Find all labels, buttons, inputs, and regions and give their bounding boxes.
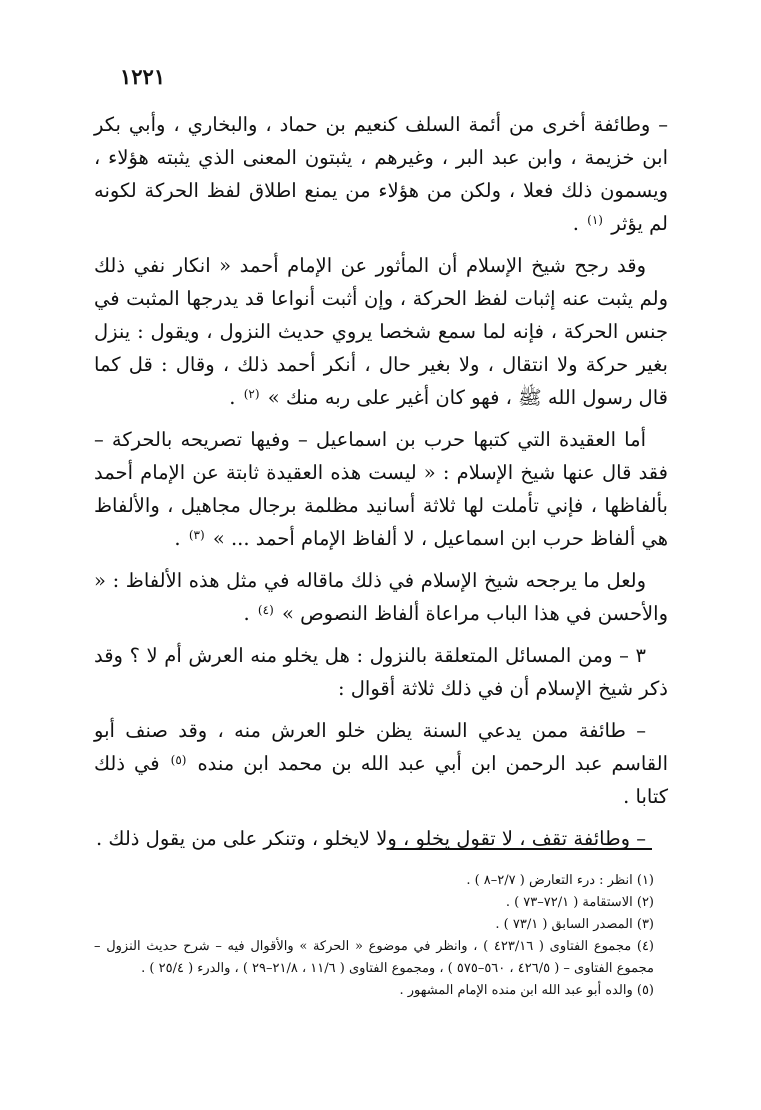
- paragraph-tail: .: [229, 386, 236, 409]
- footnote-3: (٣) المصدر السابق ( ٧٣/١ ) .: [495, 917, 654, 932]
- paragraph-5: [94, 639, 668, 705]
- paragraph-text: أما العقيدة التي كتبها حرب بن اسماعيل – وفيها تصريحه بالحركة – فقد قال عنها شيخ الإسلام : « ليست هذه العقيدة ثابتة عن الإمام أحمد بألفاظها ، فإني تأملت لها ثلاثة أسانيد مظلمة برجال مجاهيل ، والألفاظ هي ألفاظ حرب ابن اسماعيل ، لا ألفاظ الإمام أحمد ... »: [94, 428, 668, 550]
- paragraph-tail: .: [243, 602, 250, 625]
- footnote-2: (٢) الاستقامة ( ٧٢/١–٧٣ ) .: [505, 895, 654, 910]
- paragraph-7: [94, 822, 668, 855]
- paragraph-2: [94, 249, 668, 414]
- footnote-1: (١) انظر : درء التعارض ( ٢/٧–٨ ) .: [466, 873, 654, 888]
- main-text: [94, 108, 668, 864]
- paragraph-text: ولعل ما يرجحه شيخ الإسلام في ذلك ماقاله في مثل هذه الألفاظ : « والأحسن في هذا الباب مراعاة ألفاظ النصوص »: [94, 569, 668, 625]
- paragraph-text: – طائفة ممن يدعي السنة يظن خلو العرش منه ، وقد صنف أبو القاسم عبد الرحمن ابن أبي عبد الله بن محمد ابن منده: [94, 719, 669, 775]
- footnote-divider: [390, 848, 652, 850]
- paragraph-tail: .: [174, 527, 181, 550]
- paragraph-text: – وطائفة أخرى من أئمة السلف كنعيم بن حماد ، والبخاري ، وأبي بكر ابن خزيمة ، وابن عبد البر ، وغيرهم ، يثبتون المعنى الذي يثبته هؤلاء ، ويسمون ذلك فعلا ، ولكن من هؤلاء من يمنع اطلاق لفظ الحركة لكونه لم يؤثر: [94, 113, 668, 235]
- paragraph-4: [94, 564, 668, 630]
- footnote-5: (٥) والده أبو عبد الله ابن منده الإمام المشهور .: [399, 983, 654, 998]
- footnote-ref: (٥): [170, 753, 187, 767]
- footnote-ref: (٢): [243, 387, 260, 401]
- paragraph-text: وقد رجح شيخ الإسلام أن المأثور عن الإمام أحمد « انكار نفي ذلك ولم يثبت عنه إثبات لفظ الحركة ، وإن أثبت أنواعا قد يدرجها المثبت في جنس الحركة ، فإنه لما سمع شخصا يروي حديث النزول ، ويقول : ينزل بغير حركة ولا انتقال ، ولا بغير حال ، أنكر أحمد ذلك ، وقال : قل كما قال رسول الله ﷺ ، فهو كان أغير على ربه منك »: [94, 254, 668, 409]
- paragraph-tail: في ذلك كتابا .: [94, 752, 668, 808]
- paragraph-1: [94, 108, 668, 240]
- footnotes: [94, 870, 668, 1002]
- footnote-4: (٤) مجموع الفتاوى ( ٤٢٣/١٦ ) ، وانظر في موضوع « الحركة » والأقوال فيه – شرح حديث النزول – مجموع الفتاوى – ( ٤٢٦/٥ ، ٥٦٠–٥٧٥ ) ، ومجموع الفتاوى ( ١١/٦ ، ٢١/٨–٢٩ ) ، والدرء ( ٢٥/٤ ) .: [94, 939, 654, 976]
- footnote-ref: (٣): [188, 528, 205, 542]
- paragraph-6: [94, 714, 668, 813]
- paragraph-3: [94, 423, 668, 555]
- paragraph-text: – وطائفة تقف ، لا تقول يخلو ، ولا لايخلو ، وتنكر على من يقول ذلك .: [96, 827, 646, 850]
- paragraph-tail: .: [572, 212, 579, 235]
- paragraph-text: ٣ – ومن المسائل المتعلقة بالنزول : هل يخلو منه العرش أم لا ؟ وقد ذكر شيخ الإسلام أن في ذلك ثلاثة أقوال :: [94, 644, 668, 700]
- page-number: ١٢٢١: [120, 64, 166, 89]
- footnote-ref: (٤): [257, 603, 274, 617]
- footnote-ref: (١): [587, 213, 603, 227]
